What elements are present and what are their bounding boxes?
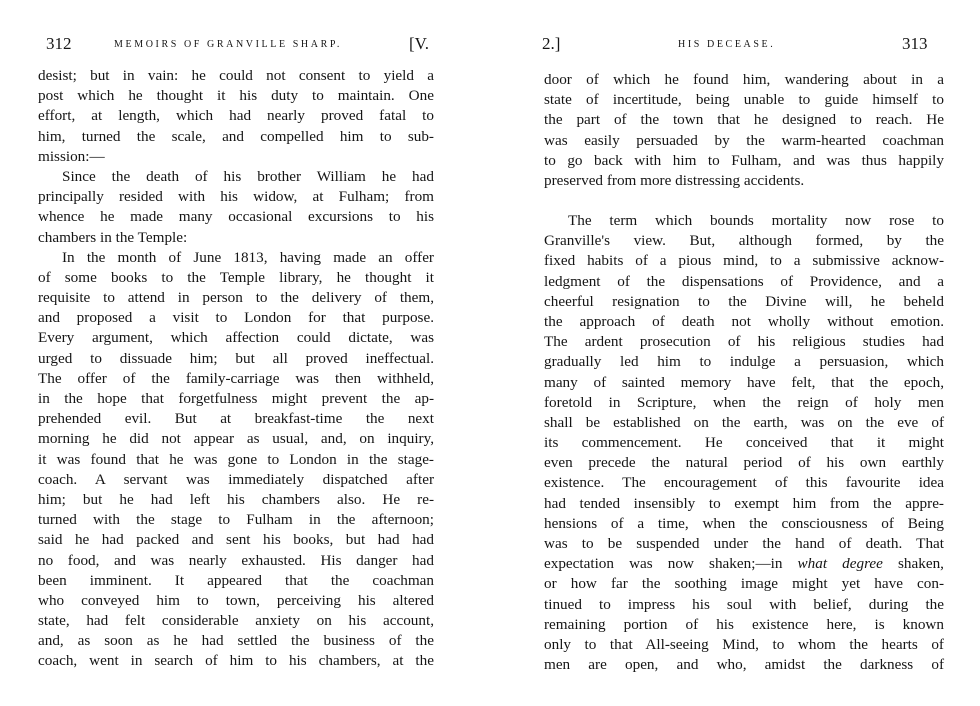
right-page-text-bottom xyxy=(544,211,944,675)
text-line: In the month of June 1813, having made an offer xyxy=(62,248,434,266)
text-line: hensions of a time, when the consciousness of Being xyxy=(544,514,944,532)
text-line: him, turned the scale, and compelled him to sub- xyxy=(38,127,434,145)
left-page-number: 312 xyxy=(46,34,72,53)
text-line: requisite to attend in person to the delivery of them, xyxy=(38,289,434,307)
text-line: said he had packed and sent his books, but had had xyxy=(38,531,434,549)
text-line: coach, went in search of him to his chambers, at the xyxy=(38,652,434,670)
text-line: ledgment of the dispensations of Providence, and a xyxy=(544,272,944,290)
text-line: coach. A servant was immediately dispatched after xyxy=(38,470,434,488)
text-line: tinued to impress his soul with belief, during the xyxy=(544,595,944,613)
text-line: existence. The encouragement of this favourite idea xyxy=(544,474,944,492)
text-line: principally resided with his widow, at Fulham; from xyxy=(38,188,434,206)
text-line: whence he made many occasional excursions to his xyxy=(38,208,434,226)
text-line: many of sainted memory have felt, that the epoch, xyxy=(544,373,944,391)
italic-text-run: what degree xyxy=(797,555,883,573)
text-run: expectation was now shaken;—in xyxy=(544,555,798,573)
text-line: was to be suspended under the hand of death. That xyxy=(544,535,944,552)
text-line: prehended evil. But at breakfast-time the next xyxy=(38,410,434,428)
text-line: who conveyed him to town, perceiving his altered xyxy=(38,591,434,609)
text-line: was easily persuaded by the warm-hearted coachman xyxy=(544,131,944,149)
text-line: desist; but in vain: he could not consent to yield a xyxy=(38,67,434,84)
text-line: it was found that he was gone to London in the stage- xyxy=(38,450,434,468)
text-line: mission:— xyxy=(38,147,105,165)
text-line: The offer of the family-carriage was then withheld, xyxy=(38,369,434,387)
text-line: The term which bounds mortality now rose to xyxy=(568,212,944,229)
right-page xyxy=(544,0,944,706)
text-line: morning he did not appear as usual, and, on inquiry, xyxy=(38,430,434,448)
text-line: state of incertitude, being unable to guide himself to xyxy=(544,91,944,109)
text-line: The ardent prosecution of his religious studies had xyxy=(544,333,944,351)
text-line: turned with the stage to Fulham in the afternoon; xyxy=(38,511,434,529)
text-line: Granville's view. But, although formed, by the xyxy=(544,232,944,250)
text-line: state, had felt considerable anxiety on his account, xyxy=(38,612,434,630)
text-line: remaining portion of his existence here, is known xyxy=(544,615,944,633)
text-line: gradually led him to indulge a persuasion, which xyxy=(544,353,944,371)
text-line: effort, at length, which had nearly proved fatal to xyxy=(38,107,434,125)
left-page xyxy=(38,0,434,706)
text-line: men are open, and who, amidst the darkness of xyxy=(544,656,944,674)
left-running-head xyxy=(38,34,434,58)
text-line: preserved from more distressing accidents. xyxy=(544,171,805,189)
text-line: its commencement. He conceived that it might xyxy=(544,434,944,452)
text-line: and proposed a visit to London for that purpose. xyxy=(38,309,434,327)
text-line: Every argument, which affection could dictate, was xyxy=(38,329,434,347)
text-line xyxy=(544,554,944,574)
text-line: and, as soon as he had settled the business of the xyxy=(38,632,434,650)
text-line: no food, and was nearly exhausted. His danger had xyxy=(38,551,434,569)
text-line: shall be established on the earth, was on the eve of xyxy=(544,413,944,431)
right-chapter-marker: 2.] xyxy=(542,34,561,53)
left-page-text xyxy=(38,66,434,672)
text-line: post which he thought it his duty to maintain. One xyxy=(38,87,434,105)
text-line: Since the death of his brother William he had xyxy=(62,167,434,185)
text-line: in the hope that forgetfulness might prevent the ap- xyxy=(38,390,434,407)
text-line: been imminent. It appeared that the coachman xyxy=(38,571,434,589)
left-chapter-marker: [V. xyxy=(409,34,429,53)
text-line: or how far the soothing image might yet have con- xyxy=(544,575,944,593)
text-line: only to that All-seeing Mind, to whom the hearts of xyxy=(544,635,944,653)
text-line: foretold in Scripture, when the reign of holy men xyxy=(544,393,944,411)
text-line: of some books to the Temple library, he thought it xyxy=(38,268,434,286)
left-running-title: MEMOIRS OF GRANVILLE SHARP. xyxy=(114,39,342,50)
text-run: shaken, xyxy=(882,555,944,573)
text-line: even precede the natural period of his own earthly xyxy=(544,454,944,472)
text-line: to go back with him to Fulham, and was thus happily xyxy=(544,151,944,169)
text-line: had tended insensibly to exempt him from the appre- xyxy=(544,494,944,512)
right-page-number: 313 xyxy=(902,34,928,53)
text-line: door of which he found him, wandering about in a xyxy=(544,71,944,88)
right-running-title: HIS DECEASE. xyxy=(678,39,776,50)
text-line: cheerful resignation to the Divine will, he beheld xyxy=(544,292,944,310)
text-line: the part of the town that he designed to reach. He xyxy=(544,111,944,129)
text-line: fixed habits of a pious mind, to a submissive acknow- xyxy=(544,252,944,270)
right-page-text-top xyxy=(544,70,944,191)
text-line: chambers in the Temple: xyxy=(38,228,188,246)
text-line: him; but he had left his chambers also. He re- xyxy=(38,490,434,508)
right-running-head xyxy=(544,34,944,58)
text-line: the approach of death not wholly without emotion. xyxy=(544,312,944,330)
text-line: urged to dissuade him; but all proved ineffectual. xyxy=(38,349,434,367)
